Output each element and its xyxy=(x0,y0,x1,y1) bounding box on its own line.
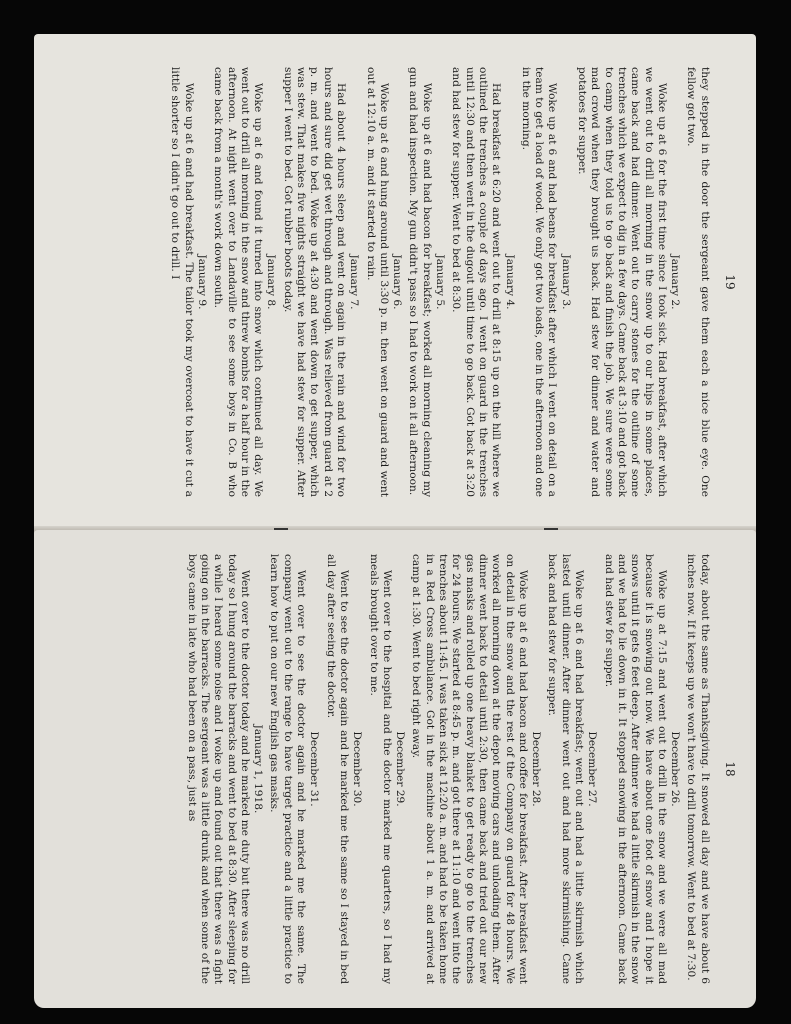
entry-text: Woke up at 6 and had bacon for breakfast; worked all morning cleaning my gun and had inspection. My gun didn't pass so I had to work on it all afternoon. xyxy=(407,67,433,497)
entry-date: December 27. xyxy=(586,731,599,807)
entry-text: Woke up at 6 for the first time since I took sick. Had breakfast, after which we went out to drill all morning in the snow up to our hips in some places, came back and had dinner. Went out to carry stones for the outline of some trenches which we expect to dig in a few days. Came back at 3:10 and got back to camp when they told us to go back and finish the job. We sure were some mad crowd when they brought us back. Had stew for dinner and water and potatoes for supper. xyxy=(576,67,668,497)
entry-date: January 1, 1918. xyxy=(252,724,265,814)
entry-date: January 6. xyxy=(391,254,404,310)
entry-date: January 2. xyxy=(669,254,682,310)
entry-text: Went over to the hospital and the doctor marked me quarters, so I had my meals brought over to me. xyxy=(367,554,393,984)
entry-text: Woke up at 6 and had bacon and coffee for breakfast. After breakfast went on detail in the snow and the rest of the Company on guard for 48 hours. We worked all morning down at the depot moving cars and unloading them. After dinner went back to detail until 2:30, then came back and tried out our new gas masks and rolled up one heavy blanket to get ready to go to the trenches for 24 hours. We started at 8:45 p. m. and got there at 11:10 and went into the trenches about 11:45. I was taken sick at 12:20 a. m. and had to be taken home in a Red Cross ambulance. Got in the machine about 1 a. m. and arrived at camp at 1:30. Went to bed right away. xyxy=(410,554,529,984)
page-19 xyxy=(34,34,756,532)
entry-text: Woke up at 6 and had breakfast; went out and had a little skirmish which lasted until dinner. After dinner went out and had more skirmishing. Came back and had stew for supper. xyxy=(546,554,586,984)
entry-date: January 4. xyxy=(503,254,516,310)
entry-text: they stepped in the door the sergeant gave them each a nice blue eye. One fellow got two. xyxy=(685,67,711,497)
page-18-text xyxy=(50,554,740,984)
entry-date: January 5. xyxy=(434,254,447,310)
open-book xyxy=(34,34,756,994)
entry-date: December 26. xyxy=(669,731,682,807)
entry-text: Woke up at 6 and hung around until 3:30 p. m. then went on guard and went out at 12:10 a. m. and it started to rain. xyxy=(364,67,390,497)
entry-date: January 8. xyxy=(265,254,278,310)
page-18 xyxy=(34,530,756,1008)
entry-date: December 28. xyxy=(530,731,543,807)
entry-date: January 7. xyxy=(348,254,361,310)
page-number: 19 xyxy=(723,274,737,290)
entry-date: January 9. xyxy=(196,254,209,310)
entry-text: Woke up at 6 and found it turned into snow which continued all day. We went out to drill all morning in the snow and threw bombs for a half hour in the afternoon. At night went over to Landaville to see some boys in Co. B who came back from a month's work down south. xyxy=(212,67,265,497)
page-19-text xyxy=(50,67,740,497)
entry-date: December 31. xyxy=(308,731,321,807)
entry-text: Had about 4 hours sleep and went on again in the rain and wind for two hours and sure did get wet through and through. Was relieved from guard at 2 p. m. and went to bed. Woke up at 4:30 and went down to get supper, which was stew. That makes five nights straight we have had stew for supper. After supper I went to bed. Got rubber boots today. xyxy=(281,67,347,497)
entry-text: Had breakfast at 6:20 and went out to drill at 8:15 up on the hill where we outlined the trenches a couple of days ago. I went on guard in the trenches until 12:30 and then went in the dugout until time to go back. Got back at 3:20 and had stew for supper. Went to bed at 8:30. xyxy=(450,67,503,497)
entry-date: December 29. xyxy=(394,731,407,807)
entry-text: Woke up at 6 and had beans for breakfast after which I went on detail on a team to get a load of wood. We only got two loads, one in the afternoon and one in the morning. xyxy=(519,67,559,497)
entry-text: Went to see the doctor again and he marked me the same so I stayed in bed all day after seeing the doctor. xyxy=(324,554,350,984)
entry-text: today, about the same as Thanksgiving. It snowed all day and we have about 6 inches now. If it keeps up we won't have to drill tomorrow. Went to bed at 7:30. xyxy=(685,554,711,984)
page-number: 18 xyxy=(723,761,737,777)
entry-text: Woke up at 6 and had breakfast. The tailor took my overcoat to have it cut a little shorter so I didn't go out to drill. I xyxy=(169,67,195,497)
entry-text: Went over to see the doctor again and he marked me the same. The company went out to the range to have target practice and a little practice to learn how to put on our new English gas masks. xyxy=(268,554,308,984)
entry-text: Woke up at 7:15 and went out to drill in the snow and we were all mad because it is snowing out now. We have about one foot of snow and I hope it snows until it gets 6 feet deep. After dinner we had a little skirmish in the snow and we had to lie down in it. It stopped snowing in the afternoon. Came back and had stew for supper. xyxy=(602,554,668,984)
entry-date: December 30. xyxy=(351,731,364,807)
entry-text: Went over to the doctor today and he marked me duty but there was no drill today so I hung around the barracks and went to bed at 8:30. After sleeping for a while I heard some noise and I woke up and found out that there was a fight going on in the barracks. The sergeant was a little drunk and when some of the boys came in late who had been on a pass, just as xyxy=(185,554,251,984)
entry-date: January 3. xyxy=(559,254,572,310)
